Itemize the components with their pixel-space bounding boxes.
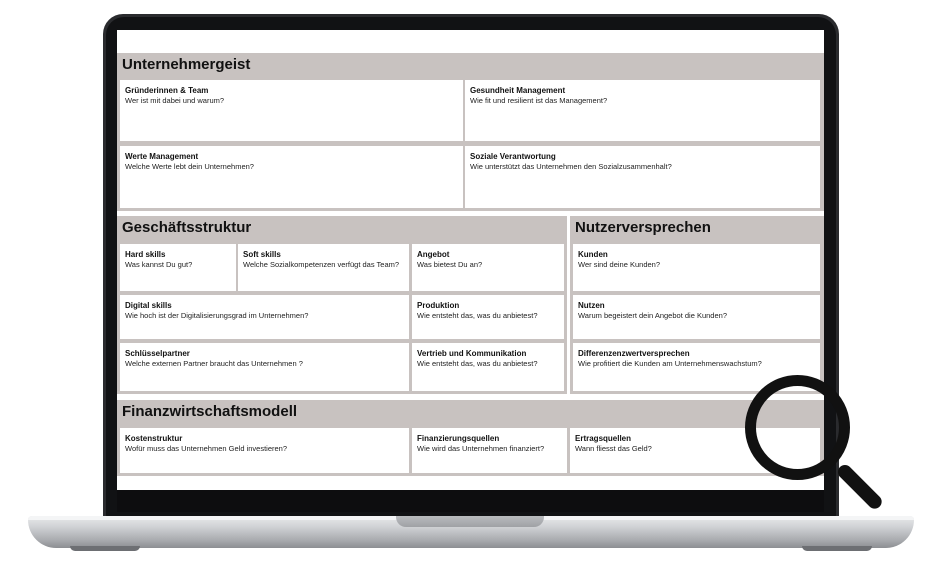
cell-title: Hard skills	[125, 250, 166, 259]
canvas-cell[interactable]	[465, 146, 820, 208]
cell-title: Schlüsselpartner	[125, 349, 190, 358]
canvas-cell[interactable]	[412, 343, 564, 391]
cell-question: Wann fliesst das Geld?	[575, 444, 652, 453]
cell-title: Soft skills	[243, 250, 281, 259]
canvas-cell[interactable]	[120, 244, 236, 291]
laptop-screen	[117, 30, 824, 490]
cell-title: Kunden	[578, 250, 608, 259]
cell-question: Was kannst Du gut?	[125, 260, 193, 269]
cell-question: Wer ist mit dabei und warum?	[125, 96, 225, 105]
laptop-foot-left	[70, 546, 140, 551]
cell-question: Wie entsteht das, was du anbietest?	[417, 311, 538, 320]
section-title-geschaeftsstruktur: Geschäftsstruktur	[117, 216, 567, 241]
cell-question: Wie unterstützt das Unternehmen den Sozialzusammenhalt?	[470, 162, 672, 171]
section-title-finanzwirtschaftsmodell: Finanzwirtschaftsmodell	[117, 400, 824, 425]
cell-title: Vertrieb und Kommunikation	[417, 349, 527, 358]
cell-title: Produktion	[417, 301, 460, 310]
section-title-unternehmergeist: Unternehmergeist	[117, 53, 824, 77]
canvas-cell[interactable]	[412, 295, 564, 339]
canvas-cell[interactable]	[120, 343, 409, 391]
canvas-cell[interactable]	[412, 428, 567, 473]
cell-question: Was bietest Du an?	[417, 260, 483, 269]
cell-question: Wie wird das Unternehmen finanziert?	[417, 444, 545, 453]
cell-question: Wer sind deine Kunden?	[578, 260, 661, 269]
screen-bezel-bottom	[117, 490, 824, 512]
cell-title: Ertragsquellen	[575, 434, 632, 443]
cell-question: Welche Werte lebt dein Unternehmen?	[125, 162, 254, 171]
canvas-cell[interactable]	[120, 295, 409, 339]
cell-question: Wie fit und resilient ist das Management?	[470, 96, 608, 105]
canvas-cell[interactable]	[120, 428, 409, 473]
canvas-cell[interactable]	[573, 295, 820, 339]
cell-title: Finanzierungsquellen	[417, 434, 500, 443]
cell-question: Wie profitiert die Kunden am Unternehmenswachstum?	[578, 359, 762, 368]
canvas-cell[interactable]	[412, 244, 564, 291]
cell-title: Gründerinnen & Team	[125, 86, 209, 95]
magnifier-handle	[835, 462, 884, 511]
cell-title: Angebot	[417, 250, 450, 259]
cell-title: Differenzenzwertversprechen	[578, 349, 690, 358]
canvas-cell[interactable]	[573, 244, 820, 291]
cell-question: Wofür muss das Unternehmen Geld investieren?	[125, 444, 288, 453]
cell-title: Gesundheit Management	[470, 86, 566, 95]
cell-question: Wie entsteht das, was du anbietest?	[417, 359, 538, 368]
cell-question: Warum begeistert dein Angebot die Kunden?	[578, 311, 727, 320]
cell-title: Soziale Verantwortung	[470, 152, 556, 161]
cell-title: Kostenstruktur	[125, 434, 183, 443]
cell-question: Wie hoch ist der Digitalisierungsgrad im Unternehmen?	[125, 311, 309, 320]
cell-title: Digital skills	[125, 301, 172, 310]
laptop-opening-notch	[396, 516, 544, 527]
canvas-cell[interactable]	[120, 146, 463, 208]
canvas-cell[interactable]	[238, 244, 409, 291]
laptop-foot-right	[802, 546, 872, 551]
cell-title: Werte Management	[125, 152, 199, 161]
cell-question: Welche externen Partner braucht das Unternehmen ?	[125, 359, 303, 368]
cell-title: Nutzen	[578, 301, 605, 310]
canvas-cell[interactable]	[465, 80, 820, 141]
cell-question: Welche Sozialkompetenzen verfügt das Team?	[243, 260, 400, 269]
canvas-cell[interactable]	[120, 80, 463, 141]
magnifier-ring	[745, 375, 850, 480]
section-title-nutzerversprechen: Nutzerversprechen	[570, 216, 824, 241]
